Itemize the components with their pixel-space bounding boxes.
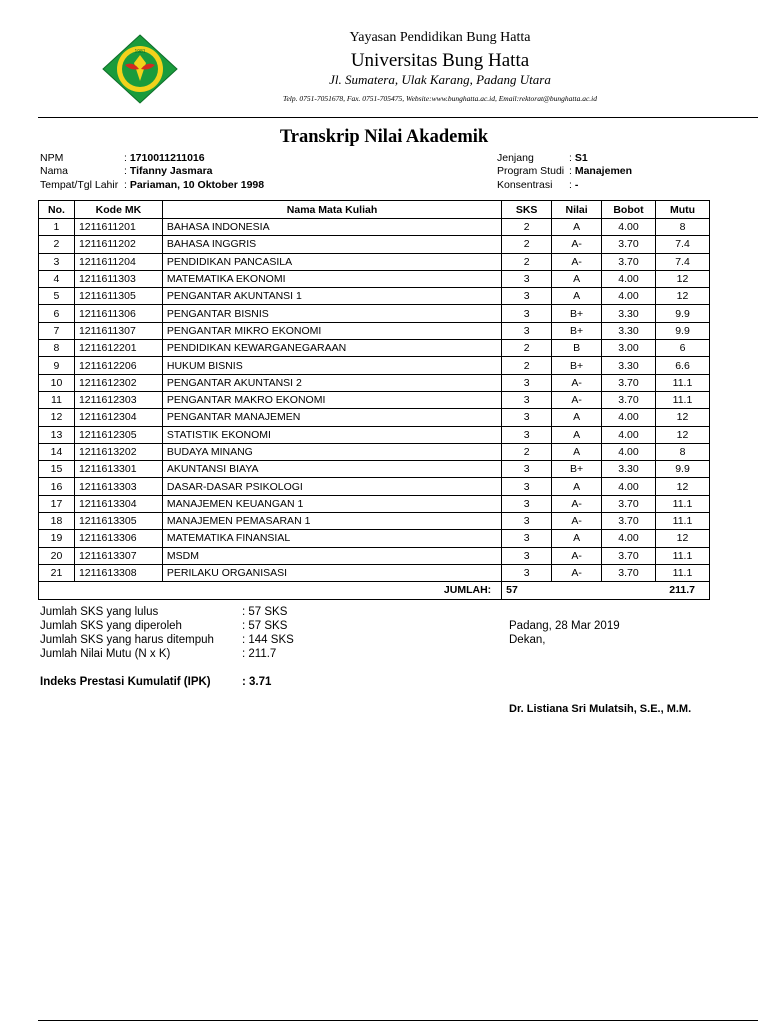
cell-nilai: B+ — [552, 461, 602, 478]
cell-nama-mk: PENDIDIKAN PANCASILA — [162, 253, 501, 270]
cell-kode-mk: 1211611307 — [74, 322, 162, 339]
cell-nilai: A — [552, 288, 602, 305]
cell-mutu: 12 — [655, 478, 709, 495]
cell-kode-mk: 1211612303 — [74, 391, 162, 408]
cell-nilai: A — [552, 478, 602, 495]
ttl-value: Pariaman, 10 Oktober 1998 — [129, 179, 265, 191]
cell-bobot: 3.30 — [602, 305, 656, 322]
summary-ipk-label: Indeks Prestasi Kumulatif (IPK) — [40, 676, 211, 688]
table-row — [39, 513, 710, 530]
total-sks: 57 — [502, 582, 552, 599]
table-row — [39, 357, 710, 374]
header-sks: SKS — [502, 201, 552, 219]
cell-nilai: A- — [552, 391, 602, 408]
cell-nama-mk: PENGANTAR MIKRO EKONOMI — [162, 322, 501, 339]
university-address: Jl. Sumatera, Ulak Karang, Padang Utara — [329, 72, 551, 87]
university-contact: Telp. 0751-7051678, Fax. 0751-705475, Website:www.bunghatta.ac.id, Email:rektorat@bunghatta.ac.id — [282, 94, 598, 103]
cell-nilai: A- — [552, 374, 602, 391]
cell-kode-mk: 1211613303 — [74, 478, 162, 495]
total-mutu: 211.7 — [655, 582, 709, 599]
svg-text:1981: 1981 — [134, 49, 146, 55]
cell-sks: 3 — [502, 426, 552, 443]
cell-sks: 3 — [502, 495, 552, 512]
cell-bobot: 3.70 — [602, 547, 656, 564]
cell-sks: 3 — [502, 391, 552, 408]
summary-lulus-label: Jumlah SKS yang lulus — [40, 606, 159, 618]
summary-diperoleh-value: : 57 SKS — [242, 620, 288, 632]
table-row — [39, 305, 710, 322]
total-label: JUMLAH: — [39, 582, 502, 599]
cell-mutu: 11.1 — [655, 564, 709, 581]
prodi-label: Program Studi — [497, 165, 565, 177]
cell-nama-mk: AKUNTANSI BIAYA — [162, 461, 501, 478]
cell-bobot: 4.00 — [602, 219, 656, 236]
cell-sks: 3 — [502, 409, 552, 426]
cell-bobot: 3.70 — [602, 513, 656, 530]
cell-bobot: 3.30 — [602, 461, 656, 478]
cell-no: 11 — [39, 391, 75, 408]
summary-lulus — [40, 606, 287, 618]
table-row — [39, 340, 710, 357]
footer-divider — [38, 1020, 758, 1021]
cell-mutu: 9.9 — [655, 305, 709, 322]
table-row — [39, 288, 710, 305]
cell-nama-mk: MANAJEMEN PEMASARAN 1 — [162, 513, 501, 530]
cell-sks: 2 — [502, 236, 552, 253]
cell-mutu: 12 — [655, 409, 709, 426]
cell-bobot: 3.00 — [602, 340, 656, 357]
cell-mutu: 11.1 — [655, 391, 709, 408]
cell-sks: 2 — [502, 357, 552, 374]
cell-no: 5 — [39, 288, 75, 305]
table-row — [39, 443, 710, 460]
cell-no: 9 — [39, 357, 75, 374]
cell-nama-mk: MANAJEMEN KEUANGAN 1 — [162, 495, 501, 512]
cell-nilai: A — [552, 219, 602, 236]
cell-nilai: A- — [552, 253, 602, 270]
cell-nilai: A- — [552, 495, 602, 512]
cell-nilai: A — [552, 270, 602, 287]
cell-sks: 3 — [502, 461, 552, 478]
cell-kode-mk: 1211613301 — [74, 461, 162, 478]
cell-nilai: A — [552, 409, 602, 426]
cell-nilai: B — [552, 340, 602, 357]
cell-no: 6 — [39, 305, 75, 322]
cell-no: 16 — [39, 478, 75, 495]
table-row — [39, 374, 710, 391]
summary-ipk-value: : 3.71 — [242, 676, 272, 688]
cell-kode-mk: 1211613305 — [74, 513, 162, 530]
summary-mutu-value: : 211.7 — [242, 648, 277, 660]
signatory-name: Dr. Listiana Sri Mulatsih, S.E., M.M. — [509, 703, 692, 715]
jenjang-label: Jenjang — [497, 152, 534, 164]
cell-bobot: 3.70 — [602, 495, 656, 512]
cell-nama-mk: BAHASA INDONESIA — [162, 219, 501, 236]
ttl-label: Tempat/Tgl Lahir — [40, 179, 119, 191]
ttl-row: Tempat/Tgl Lahir : Pariaman, 10 Oktober 1998 — [40, 179, 265, 191]
prodi-row: Program Studi : Manajemen — [497, 165, 633, 177]
university-logo — [101, 33, 179, 105]
table-row — [39, 564, 710, 581]
table-row — [39, 253, 710, 270]
table-row — [39, 530, 710, 547]
cell-mutu: 11.1 — [655, 374, 709, 391]
table-row — [39, 426, 710, 443]
header-nilai: Nilai — [552, 201, 602, 219]
cell-no: 19 — [39, 530, 75, 547]
cell-sks: 3 — [502, 305, 552, 322]
header-no: No. — [39, 201, 75, 219]
cell-nama-mk: PENGANTAR AKUNTANSI 1 — [162, 288, 501, 305]
header-nama-mk: Nama Mata Kuliah — [162, 201, 501, 219]
cell-mutu: 11.1 — [655, 513, 709, 530]
cell-no: 18 — [39, 513, 75, 530]
cell-bobot: 3.70 — [602, 374, 656, 391]
header-divider — [38, 117, 758, 118]
cell-nama-mk: STATISTIK EKONOMI — [162, 426, 501, 443]
header-mutu: Mutu — [655, 201, 709, 219]
cell-sks: 2 — [502, 253, 552, 270]
cell-nama-mk: PENGANTAR MAKRO EKONOMI — [162, 391, 501, 408]
jenjang-row: Jenjang : S1 — [497, 152, 588, 164]
cell-kode-mk: 1211613202 — [74, 443, 162, 460]
cell-bobot: 4.00 — [602, 409, 656, 426]
cell-kode-mk: 1211611306 — [74, 305, 162, 322]
cell-sks: 3 — [502, 288, 552, 305]
university-name: Universitas Bung Hatta — [350, 50, 530, 71]
cell-mutu: 11.1 — [655, 547, 709, 564]
cell-nama-mk: PENGANTAR AKUNTANSI 2 — [162, 374, 501, 391]
nama-value: Tifanny Jasmara — [129, 165, 213, 177]
cell-no: 13 — [39, 426, 75, 443]
cell-mutu: 7.4 — [655, 236, 709, 253]
cell-sks: 3 — [502, 513, 552, 530]
summary-mutu-label: Jumlah Nilai Mutu (N x K) — [40, 648, 171, 660]
header-bobot: Bobot — [602, 201, 656, 219]
summary-ditempuh-value: : 144 SKS — [242, 634, 294, 646]
npm-row: NPM : 1710011211016 — [40, 152, 205, 164]
table-row — [39, 219, 710, 236]
cell-bobot: 4.00 — [602, 443, 656, 460]
cell-bobot: 3.70 — [602, 391, 656, 408]
nama-label: Nama — [40, 165, 69, 177]
summary-ipk — [40, 676, 271, 688]
cell-nilai: A- — [552, 513, 602, 530]
cell-bobot: 3.70 — [602, 236, 656, 253]
npm-label: NPM — [40, 152, 64, 164]
cell-nama-mk: PENDIDIKAN KEWARGANEGARAAN — [162, 340, 501, 357]
npm-value: 1710011211016 — [129, 152, 205, 164]
cell-mutu: 12 — [655, 288, 709, 305]
cell-kode-mk: 1211611204 — [74, 253, 162, 270]
table-row — [39, 547, 710, 564]
cell-mutu: 8 — [655, 219, 709, 236]
cell-sks: 3 — [502, 564, 552, 581]
cell-bobot: 3.70 — [602, 253, 656, 270]
cell-nama-mk: MSDM — [162, 547, 501, 564]
cell-no: 8 — [39, 340, 75, 357]
cell-no: 17 — [39, 495, 75, 512]
cell-mutu: 6.6 — [655, 357, 709, 374]
cell-mutu: 7.4 — [655, 253, 709, 270]
cell-no: 20 — [39, 547, 75, 564]
cell-no: 12 — [39, 409, 75, 426]
cell-nilai: A — [552, 443, 602, 460]
cell-mutu: 11.1 — [655, 495, 709, 512]
signature-place-date: Padang, 28 Mar 2019 — [509, 620, 620, 632]
summary-ditempuh-label: Jumlah SKS yang harus ditempuh — [40, 634, 214, 646]
cell-bobot: 4.00 — [602, 530, 656, 547]
cell-no: 15 — [39, 461, 75, 478]
cell-nilai: A- — [552, 236, 602, 253]
cell-nama-mk: MATEMATIKA FINANSIAL — [162, 530, 501, 547]
table-row — [39, 409, 710, 426]
cell-bobot: 4.00 — [602, 288, 656, 305]
cell-sks: 3 — [502, 322, 552, 339]
cell-sks: 2 — [502, 443, 552, 460]
foundation-name: Yayasan Pendidikan Bung Hatta — [349, 30, 531, 45]
cell-bobot: 3.70 — [602, 564, 656, 581]
table-row — [39, 270, 710, 287]
cell-mutu: 12 — [655, 270, 709, 287]
cell-kode-mk: 1211612206 — [74, 357, 162, 374]
cell-kode-mk: 1211613308 — [74, 564, 162, 581]
table-row — [39, 322, 710, 339]
cell-kode-mk: 1211611305 — [74, 288, 162, 305]
cell-bobot: 3.30 — [602, 322, 656, 339]
cell-mutu: 12 — [655, 426, 709, 443]
cell-no: 1 — [39, 219, 75, 236]
cell-nama-mk: HUKUM BISNIS — [162, 357, 501, 374]
cell-no: 10 — [39, 374, 75, 391]
cell-kode-mk: 1211612304 — [74, 409, 162, 426]
cell-no: 4 — [39, 270, 75, 287]
cell-no: 7 — [39, 322, 75, 339]
table-row — [39, 495, 710, 512]
table-header-row — [39, 201, 710, 219]
table-row — [39, 461, 710, 478]
cell-mutu: 9.9 — [655, 322, 709, 339]
cell-bobot: 4.00 — [602, 426, 656, 443]
document-title: Transkrip Nilai Akademik — [279, 127, 489, 147]
cell-mutu: 12 — [655, 530, 709, 547]
table-row — [39, 391, 710, 408]
cell-no: 21 — [39, 564, 75, 581]
cell-no: 3 — [39, 253, 75, 270]
cell-sks: 2 — [502, 340, 552, 357]
cell-nilai: B+ — [552, 357, 602, 374]
cell-sks: 3 — [502, 478, 552, 495]
summary-ditempuh — [40, 634, 294, 646]
cell-sks: 3 — [502, 530, 552, 547]
cell-kode-mk: 1211611303 — [74, 270, 162, 287]
nama-row: Nama : Tifanny Jasmara — [40, 165, 213, 177]
summary-lulus-value: : 57 SKS — [242, 606, 288, 618]
summary-diperoleh-label: Jumlah SKS yang diperoleh — [40, 620, 182, 632]
cell-nama-mk: PENGANTAR MANAJEMEN — [162, 409, 501, 426]
cell-sks: 3 — [502, 374, 552, 391]
cell-nilai: B+ — [552, 322, 602, 339]
cell-nama-mk: BUDAYA MINANG — [162, 443, 501, 460]
cell-no: 14 — [39, 443, 75, 460]
cell-nama-mk: MATEMATIKA EKONOMI — [162, 270, 501, 287]
cell-nilai: A — [552, 426, 602, 443]
cell-bobot: 4.00 — [602, 270, 656, 287]
cell-nilai: A- — [552, 564, 602, 581]
cell-sks: 2 — [502, 219, 552, 236]
summary-diperoleh — [40, 620, 287, 632]
cell-nilai: A- — [552, 547, 602, 564]
konsentrasi-row: Konsentrasi : - — [497, 179, 579, 191]
cell-mutu: 8 — [655, 443, 709, 460]
cell-kode-mk: 1211612305 — [74, 426, 162, 443]
cell-kode-mk: 1211611201 — [74, 219, 162, 236]
cell-nama-mk: PENGANTAR BISNIS — [162, 305, 501, 322]
grades-table — [38, 200, 710, 600]
cell-bobot: 3.30 — [602, 357, 656, 374]
cell-kode-mk: 1211611202 — [74, 236, 162, 253]
header-kode-mk: Kode MK — [74, 201, 162, 219]
prodi-value: Manajemen — [574, 165, 633, 177]
cell-nilai: A — [552, 530, 602, 547]
cell-kode-mk: 1211613304 — [74, 495, 162, 512]
jenjang-value: S1 — [574, 152, 588, 164]
cell-nama-mk: BAHASA INGGRIS — [162, 236, 501, 253]
table-row — [39, 236, 710, 253]
cell-kode-mk: 1211613307 — [74, 547, 162, 564]
cell-mutu: 9.9 — [655, 461, 709, 478]
cell-mutu: 6 — [655, 340, 709, 357]
table-total-row — [39, 582, 710, 599]
signature-role: Dekan, — [509, 634, 546, 646]
cell-no: 2 — [39, 236, 75, 253]
table-row — [39, 478, 710, 495]
cell-kode-mk: 1211612201 — [74, 340, 162, 357]
summary-mutu — [40, 648, 276, 660]
cell-sks: 3 — [502, 547, 552, 564]
cell-nama-mk: PERILAKU ORGANISASI — [162, 564, 501, 581]
cell-bobot: 4.00 — [602, 478, 656, 495]
konsentrasi-value: - — [574, 179, 579, 191]
cell-kode-mk: 1211613306 — [74, 530, 162, 547]
konsentrasi-label: Konsentrasi — [497, 179, 553, 191]
cell-sks: 3 — [502, 270, 552, 287]
cell-nilai: B+ — [552, 305, 602, 322]
cell-nama-mk: DASAR-DASAR PSIKOLOGI — [162, 478, 501, 495]
cell-kode-mk: 1211612302 — [74, 374, 162, 391]
